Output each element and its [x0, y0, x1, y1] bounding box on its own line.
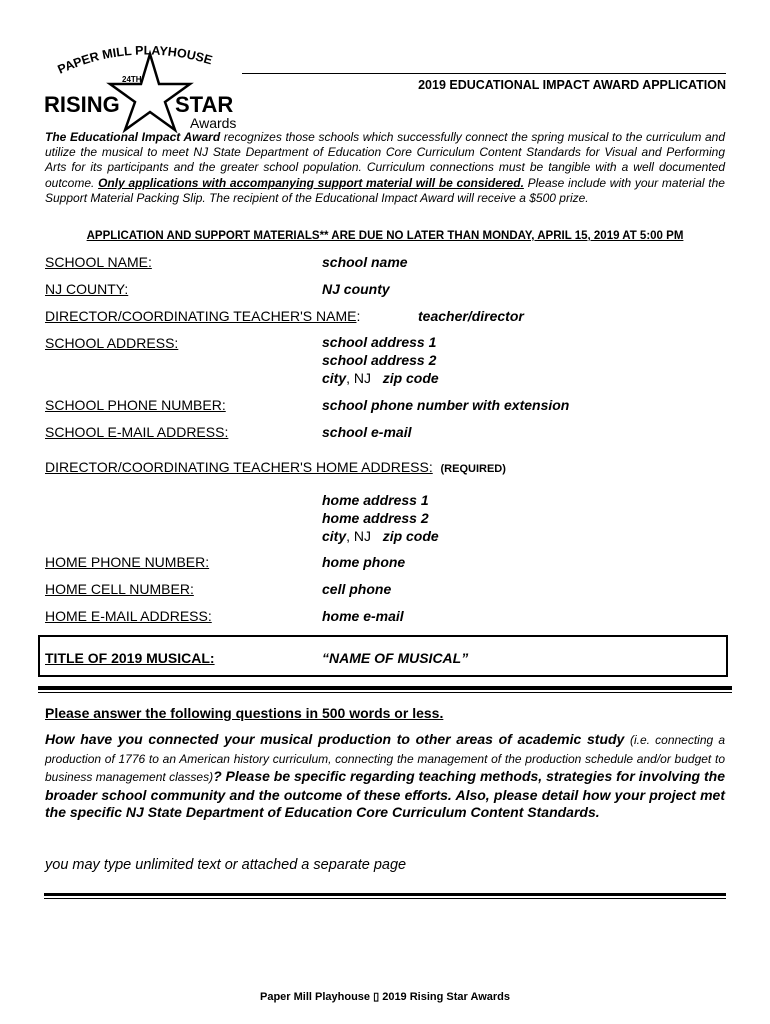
bottom-divider-thin	[44, 898, 726, 899]
home-email-label: HOME E-MAIL ADDRESS:	[45, 608, 212, 624]
address-line-1: school address 1	[322, 334, 437, 350]
page-footer: Paper Mill Playhouse ▯ 2019 Rising Star Awards	[260, 991, 510, 1003]
logo-star: STAR	[175, 92, 234, 117]
home-address-label-row	[45, 459, 506, 475]
question-example: (i.e. connecting a production of 1776 to an American history curriculum, connecting the management of the production schedule and/or budget to business management classes)	[45, 733, 725, 784]
home-zip: zip code	[382, 528, 439, 544]
question-text	[45, 731, 725, 822]
home-address-line-1: home address 1	[322, 492, 429, 508]
answer-field[interactable]: you may type unlimited text or attached a separate page	[45, 857, 407, 873]
school-email-label: SCHOOL E-MAIL ADDRESS:	[45, 424, 229, 440]
section-divider	[38, 686, 732, 690]
school-phone-field[interactable]: school phone number with extension	[322, 397, 570, 413]
intro-text-1: recognizes those schools which successfully connect the spring musical to the curriculum and utilize the musical to meet NJ State Department of Education Core Curriculum Content Standards for Visual and Performing Arts for its participants and the greater school population. Curriculum connections must be tangible with a well documented outcome.	[45, 130, 726, 190]
director-colon: :	[356, 308, 361, 324]
director-label-row	[45, 308, 360, 324]
bottom-divider	[44, 893, 726, 896]
director-field[interactable]: teacher/director	[418, 308, 524, 324]
logo-edition: 24TH	[122, 75, 142, 84]
home-address-label: DIRECTOR/COORDINATING TEACHER'S HOME ADDRESS:	[45, 459, 433, 475]
school-phone-label: SCHOOL PHONE NUMBER:	[45, 397, 226, 413]
question-part-2: ? Please be specific regarding teaching methods, strategies for involving the broader school community and the outcome of these efforts. Also, please detail how your project met the specific NJ State Department of Education Core Curriculum Content Standards.	[45, 768, 726, 820]
intro-text-2: Please include with your material the Support Material Packing Slip. The recipient of the Educational Impact Award will receive a $500 prize.	[45, 175, 725, 205]
school-address-field[interactable]	[322, 333, 439, 387]
address-line-2: school address 2	[322, 352, 437, 368]
address-line-3	[322, 369, 439, 387]
musical-title-label: TITLE OF 2019 MUSICAL:	[45, 650, 215, 666]
county-field[interactable]: NJ county	[322, 281, 390, 297]
city: city	[322, 370, 347, 386]
home-address-line-2: home address 2	[322, 510, 429, 526]
state: , NJ	[346, 370, 372, 386]
musical-title-field[interactable]: “NAME OF MUSICAL”	[322, 650, 469, 666]
school-address-label: SCHOOL ADDRESS:	[45, 335, 179, 351]
header-rule	[242, 73, 726, 74]
school-name-label: SCHOOL NAME:	[45, 254, 152, 270]
logo-awards: Awards	[190, 115, 237, 131]
intro-paragraph	[45, 130, 725, 206]
application-title: 2019 EDUCATIONAL IMPACT AWARD APPLICATION	[418, 78, 726, 92]
cell-field[interactable]: cell phone	[322, 581, 392, 597]
home-state: , NJ	[346, 528, 372, 544]
question-heading: Please answer the following questions in 500 words or less.	[45, 705, 444, 721]
home-email-field[interactable]: home e-mail	[322, 608, 404, 624]
home-phone-label: HOME PHONE NUMBER:	[45, 554, 210, 570]
due-notice: APPLICATION AND SUPPORT MATERIALS** ARE DUE NO LATER THAN MONDAY, APRIL 15, 2019 AT 5:00 PM	[86, 230, 684, 242]
intro-emphasis: Only applications with accompanying support material will be considered.	[98, 175, 524, 190]
question-part-1: How have you connected your musical production to other areas of academic study	[45, 731, 631, 747]
required-note: (REQUIRED)	[440, 463, 506, 475]
home-city: city	[322, 528, 347, 544]
section-divider-thin	[38, 692, 732, 693]
home-phone-field[interactable]: home phone	[322, 554, 406, 570]
cell-label: HOME CELL NUMBER:	[45, 581, 194, 597]
zip: zip code	[382, 370, 439, 386]
award-name: The Educational Impact Award	[45, 130, 221, 144]
county-label: NJ COUNTY:	[45, 281, 129, 297]
rising-star-logo	[42, 40, 247, 135]
logo-arc-text: PAPER MILL PLAYHOUSE	[55, 43, 214, 77]
school-name-field[interactable]: school name	[322, 254, 408, 270]
home-address-line-3	[322, 527, 439, 545]
director-label: DIRECTOR/COORDINATING TEACHER'S NAME	[45, 308, 357, 324]
logo-rising: RISING	[44, 92, 120, 117]
school-email-field[interactable]: school e-mail	[322, 424, 412, 440]
home-address-field[interactable]	[322, 491, 439, 545]
